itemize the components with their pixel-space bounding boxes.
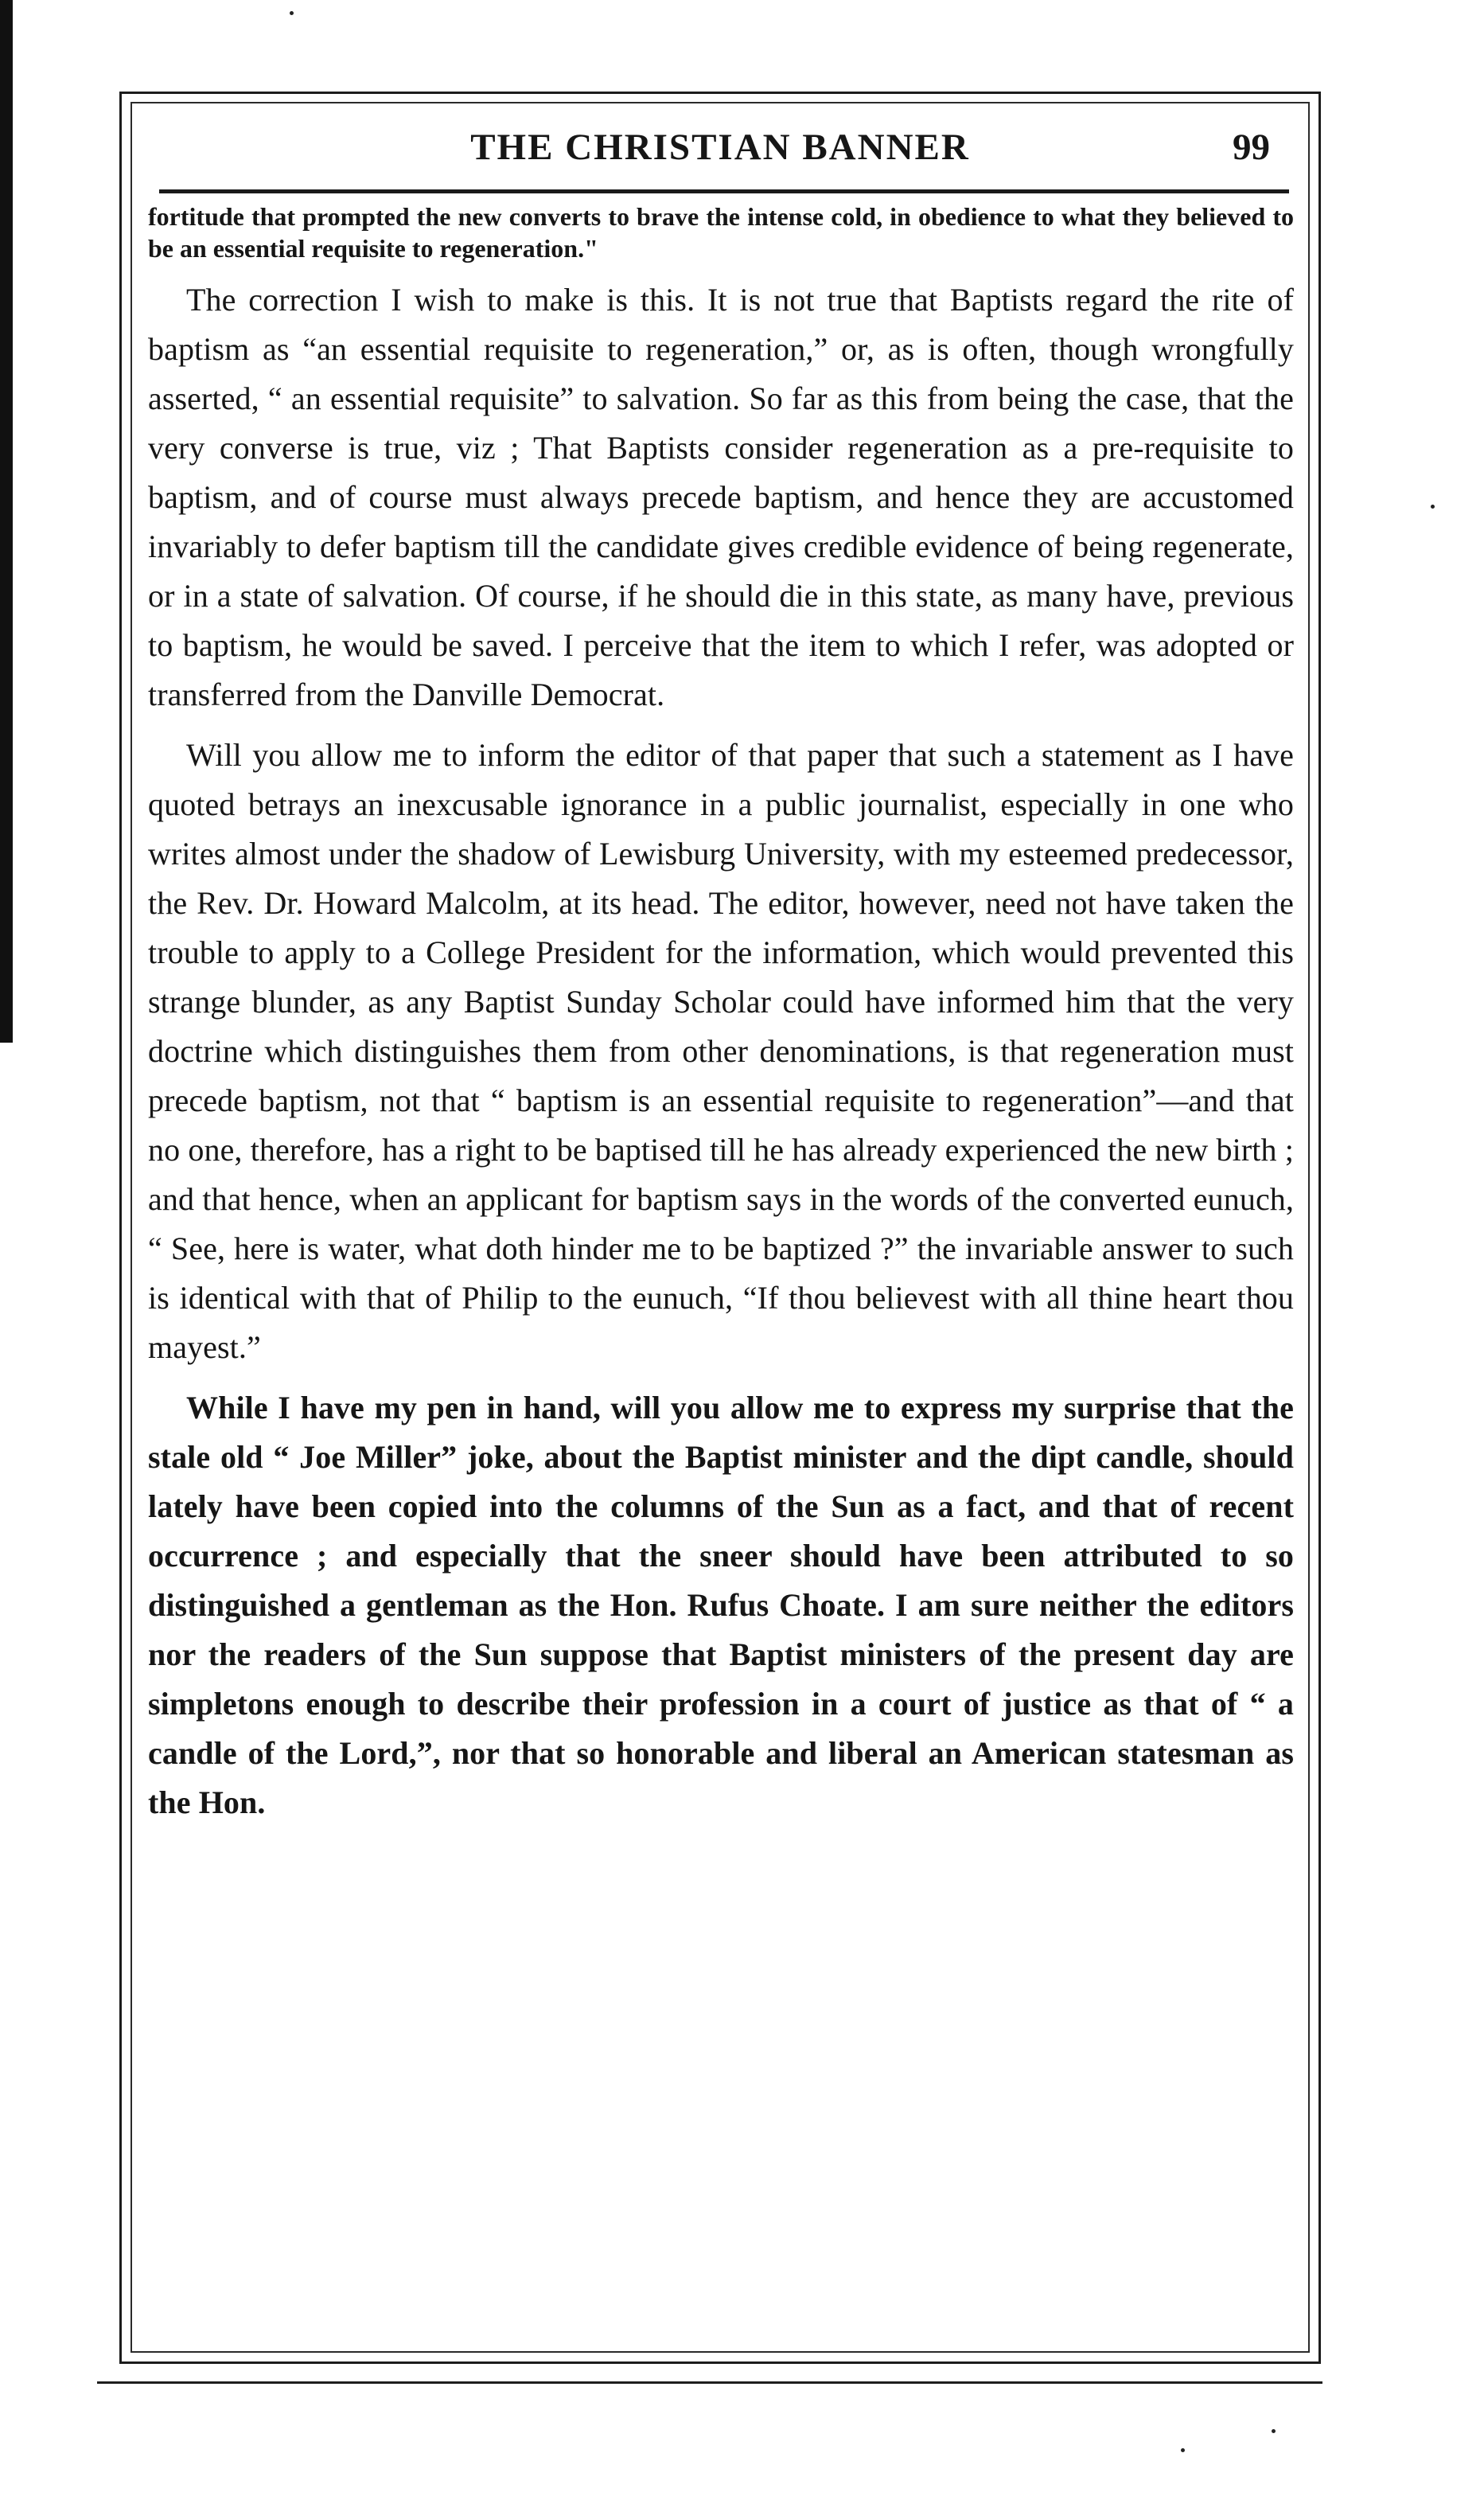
scan-speck bbox=[1181, 2448, 1185, 2452]
running-header bbox=[130, 111, 1310, 175]
footer-rule bbox=[97, 2381, 1322, 2384]
scan-speck bbox=[290, 11, 294, 15]
article-body bbox=[148, 201, 1294, 1839]
scan-speck bbox=[1272, 2429, 1276, 2433]
paragraph: While I have my pen in hand, will you allow me to express my surprise that the stale old “ Joe Miller” joke, about the Baptist minister and the dipt candle, should lately have been copied into the columns of the Sun as a fact, and that of recent occurrence ; and especially that the sneer should have been attributed to so distinguished a gentleman as the Hon. Rufus Choate. I am sure neither the editors nor the readers of the Sun suppose that Baptist ministers of the present day are simpletons enough to describe their profession in a court of justice as that of “ a candle of the Lord,”, nor that so honorable and liberal an American statesman as the Hon. bbox=[148, 1390, 1294, 1820]
header-rule bbox=[159, 189, 1289, 193]
paragraph-continuation: fortitude that prompted the new converts to brave the intense cold, in obedience to what they believed to be an essential requisite to regeneration." bbox=[148, 202, 1294, 263]
journal-title: THE CHRISTIAN BANNER bbox=[470, 127, 970, 168]
page-number: 99 bbox=[1233, 127, 1270, 168]
paragraph: The correction I wish to make is this. It is not true that Baptists regard the rite of baptism as “an essential requisite to regeneration,” or, as is often, though wrongfully asserted, “ an essential requisite” to salvation. So far as this from being the case, that the very converse is true, viz ; That Baptists consider regeneration as a pre-requisite to baptism, and of course must always precede baptism, and hence they are accustomed invariably to defer baptism till the candidate gives credible evidence of being regenerate, or in a state of salvation. Of course, if he should die in this state, as many have, previous to baptism, he would be saved. I perceive that the item to which I refer, was adopted or transferred from the Danville Democrat. bbox=[148, 282, 1294, 712]
binding-edge bbox=[0, 0, 13, 1043]
paragraph: Will you allow me to inform the editor of that paper that such a statement as I have quoted betrays an inexcusable ignorance in a public journalist, especially in one who writes almost under the shadow of Lewisburg University, with my esteemed predecessor, the Rev. Dr. Howard Malcolm, at its head. The editor, however, need not have taken the trouble to apply to a College President for the information, which would prevented this strange blunder, as any Baptist Sunday Scholar could have informed him that the very doctrine which distinguishes them from other denominations, is that regeneration must precede baptism, not that “ baptism is an essential requisite to regeneration”—and that no one, therefore, has a right to be baptised till he has already experienced the new birth ; and that hence, when an applicant for baptism says in the words of the converted eunuch, “ See, here is water, what doth hinder me to be baptized ?” the invariable answer to such is identical with that of Philip to the eunuch, “If thou believest with all thine heart thou mayest.” bbox=[148, 737, 1294, 1365]
scan-speck bbox=[1431, 505, 1435, 509]
